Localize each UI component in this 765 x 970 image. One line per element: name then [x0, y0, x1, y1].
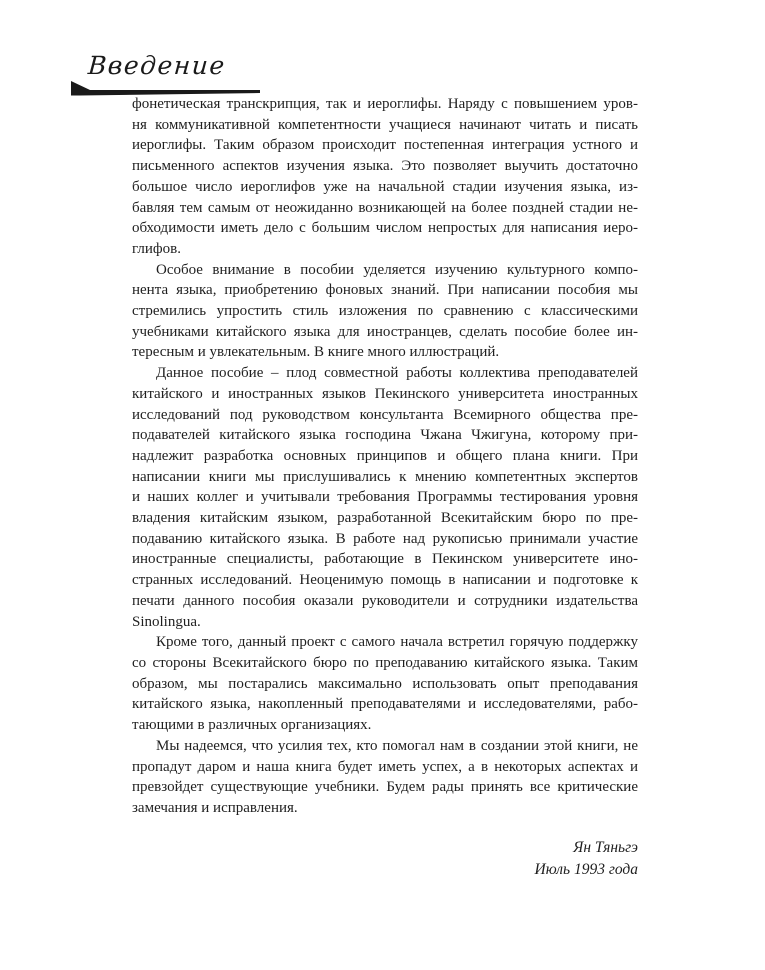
text-line: обходимости иметь дело с большим числом непростых для написания иеро-	[132, 220, 638, 237]
text-line: глифов.	[132, 240, 181, 257]
text-line: Мы надеемся, что усилия тех, кто помогал нам в создании этой книги, не	[156, 737, 638, 754]
text-line: со стороны Всекитайского бюро по преподаванию китайского языка. Таким	[132, 654, 638, 671]
text-line: Особое внимание в пособии уделяется изучению культурного компо-	[156, 261, 638, 278]
text-line: подавателей китайского языка господина Чжана Чжигуна, которому при-	[132, 427, 638, 444]
text-line: Кроме того, данный проект с самого начала встретил горячую поддержку	[156, 634, 638, 651]
text-line: китайского и иностранных языков Пекинского университета иностранных	[132, 385, 638, 402]
text-line: нента языка, приобретению фоновых знаний. При написании пособия мы	[132, 282, 638, 299]
signature-author: Ян Тяньгэ	[573, 838, 638, 856]
text-line: и наших коллег и учитывали требования Программы тестирования уровня	[132, 489, 638, 506]
text-line: написании книги мы прислушивались к мнению компетентных экспертов	[132, 468, 638, 485]
text-line: подаванию китайского языка. В работе над рукописью принимали участие	[132, 530, 638, 547]
text-line: иностранные специалисты, работающие в Пекинском университете ино-	[132, 551, 638, 568]
text-line: учебниками китайского языка для иностранцев, сделать пособие более ин-	[132, 323, 638, 340]
text-line: иероглифы. Таким образом происходит постепенная интеграция устного и	[132, 137, 638, 154]
text-line: тающими в различных организациях.	[132, 717, 372, 734]
text-line: замечания и исправления.	[132, 799, 298, 816]
text-line: образом, мы постарались максимально использовать опыт преподавания	[132, 675, 638, 692]
text-line: Данное пособие – плод совместной работы коллектива преподавателей	[156, 365, 638, 382]
paragraph	[132, 736, 638, 819]
paragraph	[132, 632, 638, 736]
text-line: бавляя тем самым от неожиданно возникающей на более поздней стадии не-	[132, 199, 638, 216]
signature-date: Июль 1993 года	[534, 861, 638, 879]
paragraph	[132, 260, 638, 364]
text-line: ня коммуникативной компетентности учащиеся начинают читать и писать	[132, 116, 638, 133]
text-line: печати данного пособия оказали руководители и сотрудники издательства	[132, 592, 638, 609]
text-line: фонетическая транскрипция, так и иероглифы. Наряду с повышением уров-	[132, 96, 638, 112]
text-line: Sinolingua.	[132, 613, 201, 630]
text-line: большое число иероглифов уже на начальной стадии изучения языка, из-	[132, 178, 638, 195]
body-text	[132, 94, 638, 882]
signature	[132, 837, 638, 882]
chapter-header	[70, 52, 270, 98]
paragraph	[132, 94, 638, 260]
text-line: пропадут даром и наша книга будет иметь успех, а в некоторых аспектах и	[132, 758, 638, 775]
text-line: надлежит разработка основных принципов и общего плана книги. При	[132, 447, 638, 464]
text-line: владения китайским языком, разработанной Всекитайским бюро по пре-	[132, 510, 638, 527]
text-line: странных исследований. Неоценимую помощь в написании и подготовке к	[132, 572, 638, 589]
chapter-title: Введение	[87, 51, 227, 80]
paragraph	[132, 363, 638, 632]
text-line: тересным и увлекательным. В книге много иллюстраций.	[132, 344, 500, 361]
text-line: превзойдет существующие учебники. Будем рады принять все критические	[132, 779, 638, 796]
text-line: китайского языка, накопленный преподавателями и исследователями, рабо-	[132, 696, 638, 713]
text-line: исследований под руководством консультанта Всемирного общества пре-	[132, 406, 638, 423]
text-line: стремились упростить стиль изложения по сравнению с классическими	[132, 303, 638, 320]
text-line: письменного аспектов изучения языка. Это позволяет выучить достаточно	[132, 158, 638, 175]
